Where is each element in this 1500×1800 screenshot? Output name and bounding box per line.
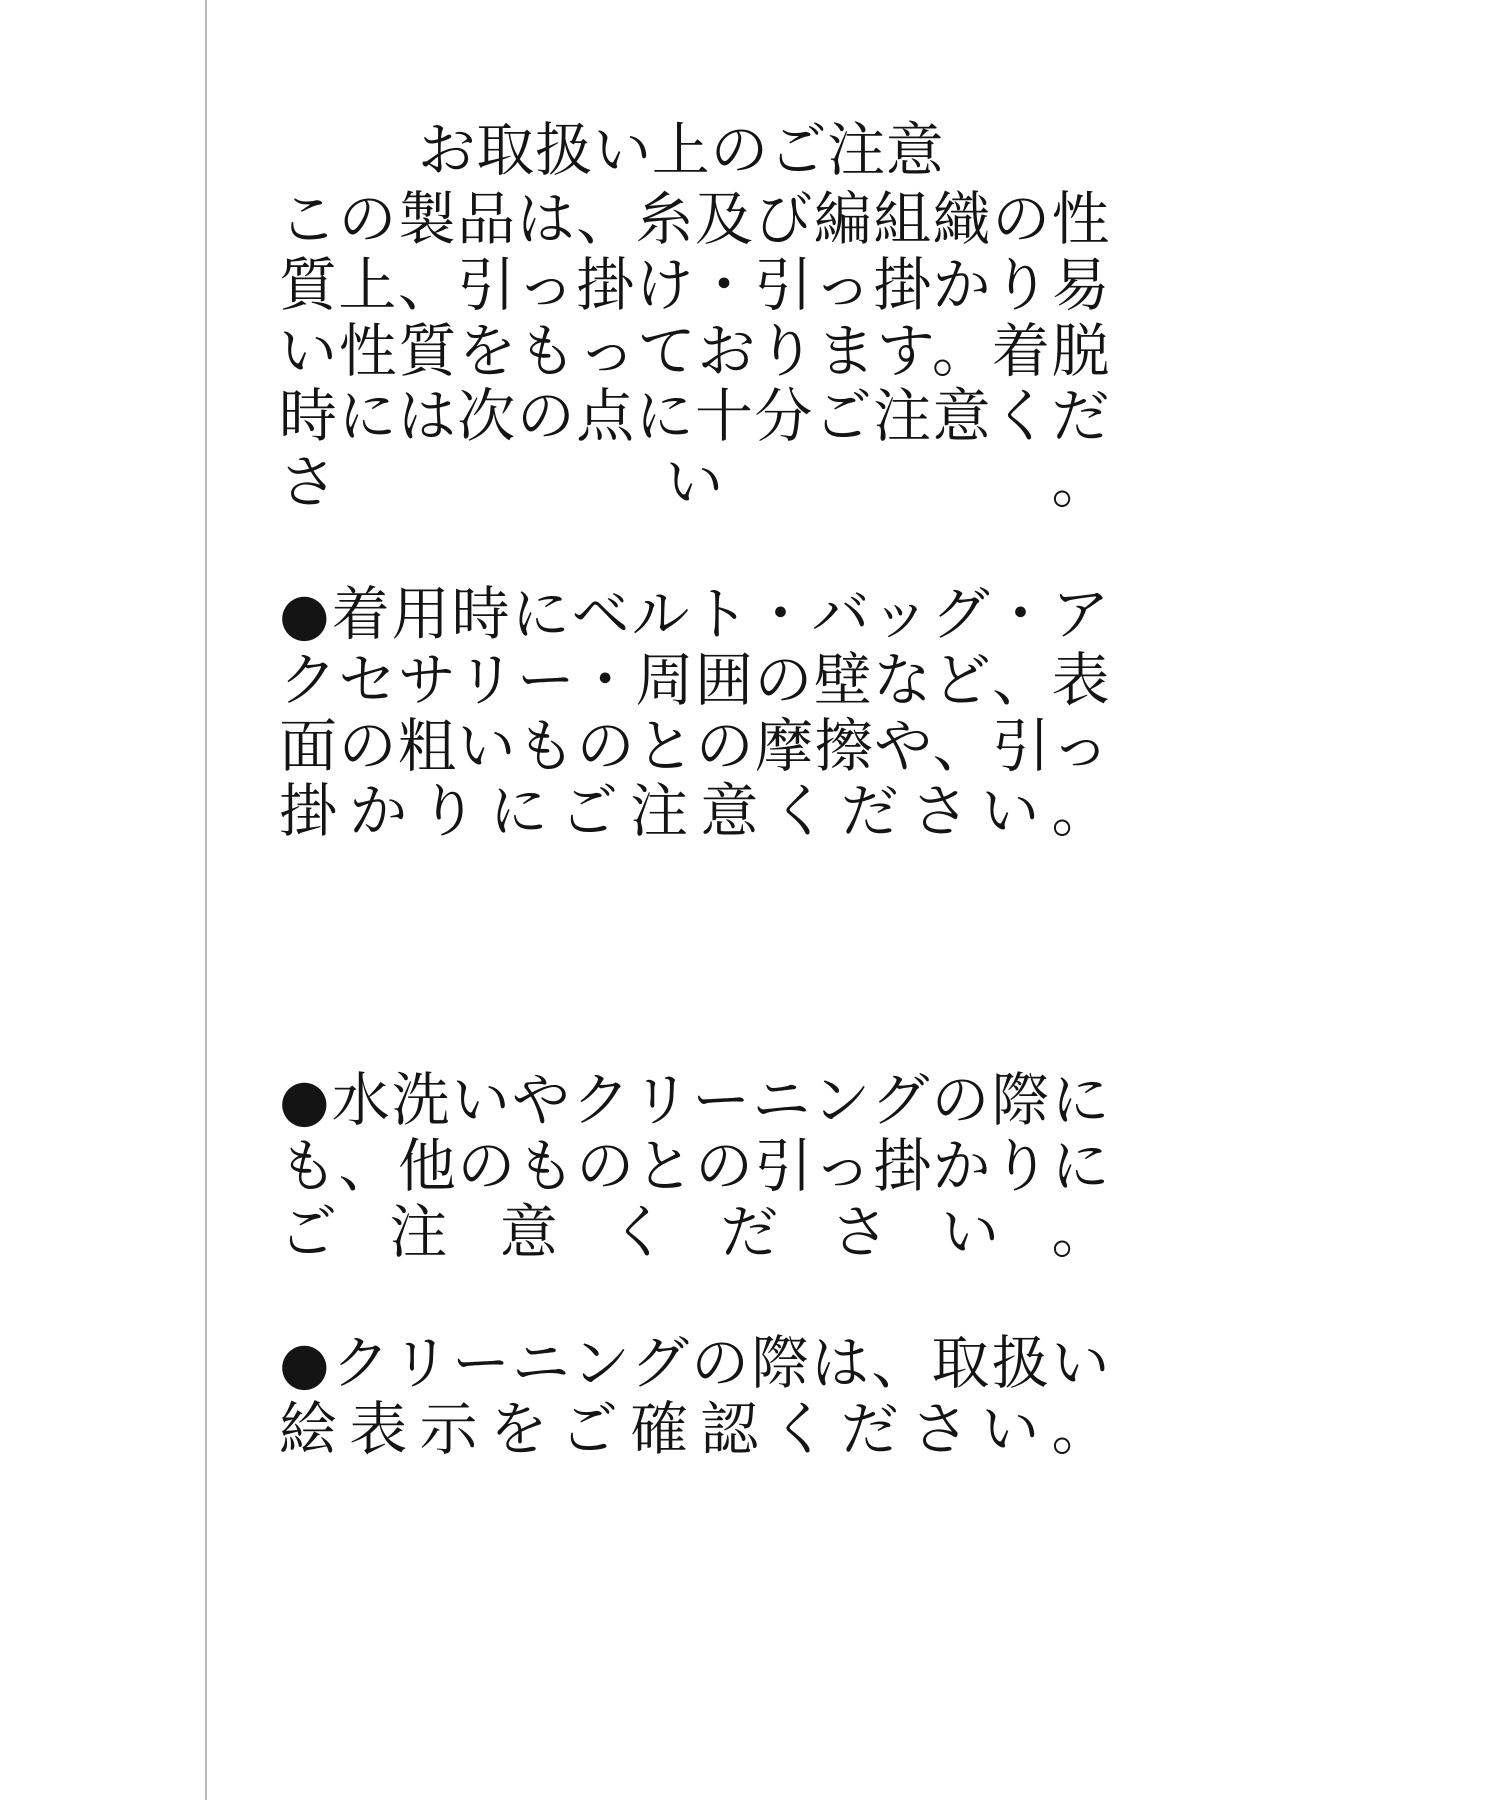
care-notice-heading: お取扱い上のご注意: [417, 116, 945, 184]
care-notice-bullet-cleaning: ●クリーニングの際は、取扱い絵表示をご確認ください。: [279, 1329, 1109, 1464]
care-notice-section: [279, 118, 1109, 911]
care-notice-intro-paragraph: この製品は、糸及び編組織の性質上、引っ掛け・引っ掛かり易い性質をもっております。着脱時には次の点に十分ご注意ください。: [279, 184, 1109, 517]
washing-notice-section: [279, 1068, 1109, 1529]
label-body: [207, 0, 1137, 1800]
care-notice-bullet-wearing: ●着用時にベルト・バッグ・アクセサリー・周囲の壁など、表面の粗いものとの摩擦や、引っ掛かりにご注意ください。: [279, 579, 1109, 846]
care-notice-bullet-washing: ●水洗いやクリーニングの際にも、他のものとの引っ掛かりにご注意ください。: [279, 1066, 1109, 1266]
